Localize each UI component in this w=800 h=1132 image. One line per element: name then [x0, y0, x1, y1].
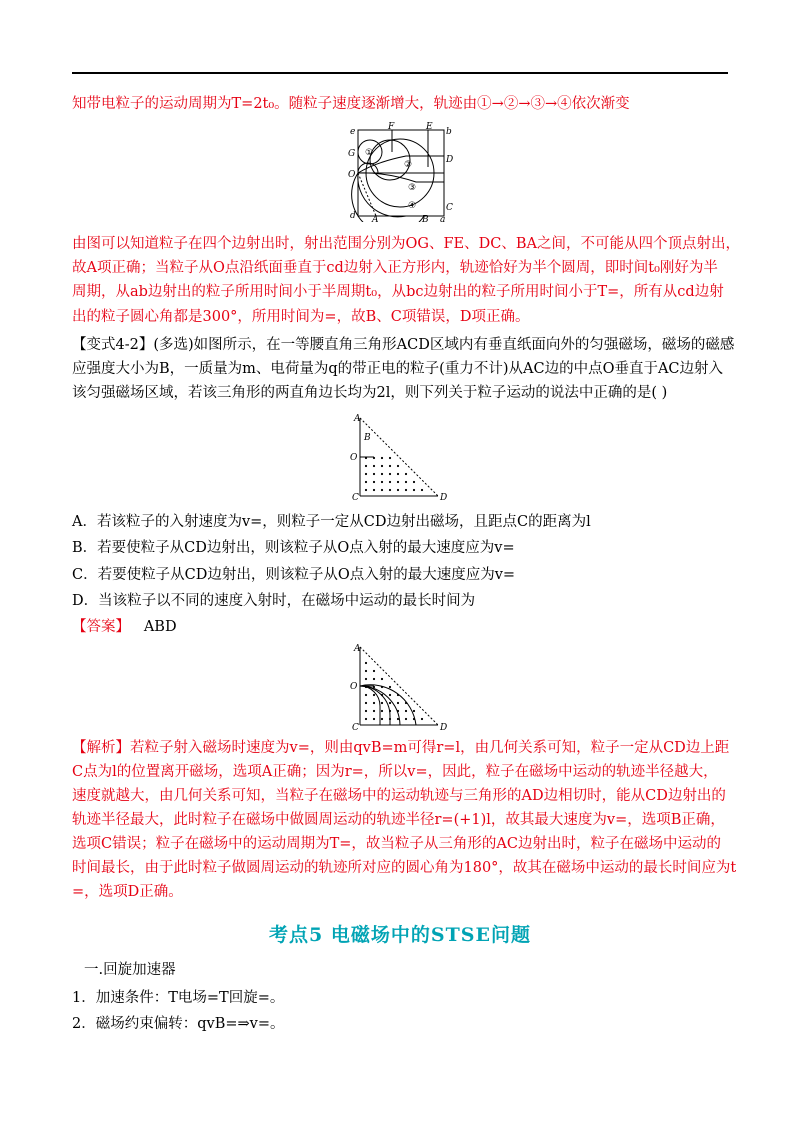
field-dot [397, 694, 399, 696]
field-dot [389, 481, 391, 483]
field-dot [389, 457, 391, 459]
analysis-line-4: 轨迹半径最大，此时粒子在磁场中做圆周运动的轨迹半径r=(+1)l，故其最大速度为v=，选项B正确， [72, 812, 725, 828]
analysis-line-7: =，选项D正确。 [72, 884, 183, 900]
field-dot [389, 686, 391, 688]
field-dot [389, 718, 391, 720]
field-dot [365, 678, 367, 680]
field-dot [397, 702, 399, 704]
fig2-label-C: C [352, 493, 359, 502]
option-b: B．若要使粒子从CD边射出，则该粒子从O点入射的最大速度应为v= [72, 540, 515, 556]
problem-line-1: 【变式4-2】(多选)如图所示，在一等腰直角三角形ACD区域内有垂直纸面向外的匀强磁场，磁场的磁感 [72, 337, 735, 353]
field-dot [365, 662, 367, 664]
fig1-label-a: a [440, 215, 446, 222]
field-dot [421, 718, 423, 720]
field-dot [381, 686, 383, 688]
fig1-label-B: B [422, 215, 429, 222]
field-dot [405, 710, 407, 712]
field-dot [405, 489, 407, 491]
field-dot [397, 710, 399, 712]
field-dot [381, 489, 383, 491]
answer-line [72, 615, 728, 639]
field-dot [381, 457, 383, 459]
item-1: 1．加速条件：T电场=T回旋=。 [72, 990, 285, 1006]
field-dot [365, 457, 367, 459]
field-dot [373, 678, 375, 680]
field-dot [397, 489, 399, 491]
fig1-label-D: D [446, 155, 454, 165]
field-dot [365, 702, 367, 704]
fig2-label-B: B [364, 433, 371, 443]
field-dot [365, 465, 367, 467]
fig1-label-3: ③ [408, 183, 417, 193]
fig1-label-O: O [348, 170, 356, 180]
fig1-label-A: A [372, 215, 379, 222]
field-dot [365, 481, 367, 483]
field-dot [421, 489, 423, 491]
field-dot [373, 465, 375, 467]
fig1-label-4: ④ [408, 201, 417, 211]
field-dot [373, 710, 375, 712]
text-line-5: 出的粒子圆心角都是300°，所用时间为=，故B、C项错误，D项正确。 [72, 309, 530, 325]
field-dot [389, 702, 391, 704]
item-2: 2．磁场约束偏转：qvB=⇒v=。 [72, 1016, 285, 1032]
text-line-1: 知带电粒子的运动周期为T=2t₀。随粒子速度逐渐增大，轨迹由①→②→③→④依次渐变 [72, 96, 630, 112]
fig1-label-E: E [426, 122, 433, 132]
field-dot [405, 481, 407, 483]
field-dot [365, 694, 367, 696]
option-d: D．当该粒子以不同的速度入射时，在磁场中运动的最长时间为 [72, 593, 476, 609]
field-dot [397, 718, 399, 720]
field-dot [389, 473, 391, 475]
fig1-label-b: b [446, 127, 452, 137]
field-dot [381, 678, 383, 680]
section-heading: 考点5 电磁场中的STSE问题 [269, 924, 531, 946]
option-c: C．若要使粒子从CD边射出，则该粒子从O点入射的最大速度应为v= [72, 567, 516, 583]
fig1-label-2: ② [404, 160, 413, 170]
field-dot [397, 473, 399, 475]
option-a: A．若该粒子的入射速度为v=，则粒子一定从CD边射出磁场，且距点C的距离为l [72, 514, 591, 530]
field-dot [381, 718, 383, 720]
field-dot [365, 718, 367, 720]
analysis-line-1: 【解析】若粒子射入磁场时速度为v=，则由qvB=m可得r=l，由几何关系可知，粒子一定从CD边上距 [72, 740, 730, 756]
fig3-label-A: A [354, 644, 361, 654]
analysis-line-5: 选项C错误；粒子在磁场中的运动周期为T=，故当粒子从三角形的AC边射出时，粒子在磁场中运动的 [72, 836, 721, 852]
field-dot [381, 473, 383, 475]
field-dot [365, 710, 367, 712]
field-dot [405, 718, 407, 720]
field-dot [373, 686, 375, 688]
analysis-line-2: C点为l的位置离开磁场，选项A正确；因为r=，所以v=，因此，粒子在磁场中运动的轨迹半径越大， [72, 764, 718, 780]
field-dot [365, 686, 367, 688]
field-dot [397, 465, 399, 467]
field-dot [405, 473, 407, 475]
header-rule [72, 72, 728, 74]
figure-triangle-solution [344, 643, 454, 731]
field-dot [389, 465, 391, 467]
field-dot [373, 702, 375, 704]
field-dot [413, 710, 415, 712]
problem-line-3: 该匀强磁场区域，若该三角形的两直角边长均为2l，则下列关于粒子运动的说法中正确的是( ) [72, 385, 668, 401]
field-dot [365, 670, 367, 672]
field-dot [381, 702, 383, 704]
analysis-line-3: 速度就越大，由几何关系可知，当粒子在磁场中的运动轨迹与三角形的AD边相切时，能从CD边射出的 [72, 788, 726, 804]
field-dot [389, 489, 391, 491]
answer-value: ABD [143, 619, 177, 635]
fig1-label-1: ① [365, 148, 374, 158]
figure-square-trajectories [336, 122, 454, 222]
field-dot [373, 670, 375, 672]
field-dot [397, 481, 399, 483]
subsection-title: 一.回旋加速器 [84, 962, 176, 978]
field-dot [365, 473, 367, 475]
field-dot [413, 489, 415, 491]
fig1-label-d: d [350, 211, 356, 221]
field-dot [373, 473, 375, 475]
field-dot [413, 481, 415, 483]
text-line-4: 周期，从ab边射出的粒子所用时间小于半周期t₀，从bc边射出的粒子所用时间小于T=，所有从cd边射 [72, 284, 724, 300]
fig2-label-D: D [440, 493, 448, 502]
field-dot [381, 481, 383, 483]
fig1-label-C: C [446, 203, 453, 213]
field-dot [405, 702, 407, 704]
field-dot [373, 694, 375, 696]
field-dot [373, 489, 375, 491]
fig1-label-F: F [388, 122, 395, 132]
fig1-label-G: G [348, 149, 356, 159]
figure-triangle-problem [344, 412, 454, 502]
text-line-2: 由图可以知道粒子在四个边射出时，射出范围分别为OG、FE、DC、BA之间，不可能从四个顶点射出， [72, 236, 740, 252]
fig2-label-O: O [350, 453, 358, 463]
answer-label: 【答案】 [72, 619, 130, 635]
field-dot [381, 465, 383, 467]
fig3-label-C: C [352, 723, 359, 731]
analysis-line-6: 时间最长，由于此时粒子做圆周运动的轨迹所对应的圆心角为180°，故其在磁场中运动的最长时间应为t [72, 860, 737, 876]
fig2-label-A: A [354, 414, 361, 424]
field-dot [365, 489, 367, 491]
field-dot [373, 718, 375, 720]
field-dot [381, 710, 383, 712]
text-line-3: 故A项正确；当粒子从O点沿纸面垂直于cd边射入正方形内，轨迹恰好为半个圆周，即时间t₀刚好为半 [72, 260, 718, 276]
fig1-label-e: e [350, 127, 356, 137]
problem-line-2: 应强度大小为B，一质量为m、电荷量为q的带正电的粒子(重力不计)从AC边的中点O垂直于AC边射入 [72, 361, 724, 377]
field-dot [373, 481, 375, 483]
field-dot [413, 718, 415, 720]
fig3-label-D: D [440, 723, 448, 731]
field-dot [373, 457, 375, 459]
fig3-label-O: O [350, 682, 358, 692]
field-dot [389, 694, 391, 696]
field-dot [389, 710, 391, 712]
field-dot [381, 694, 383, 696]
